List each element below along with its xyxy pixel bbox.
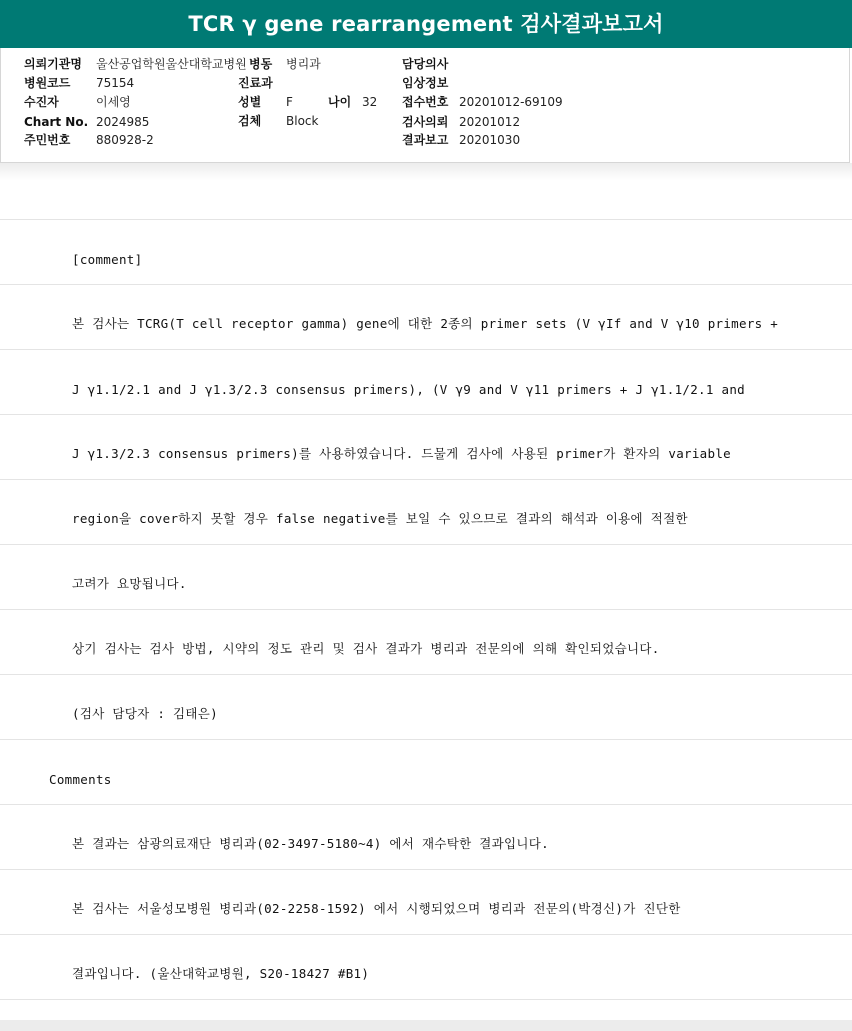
footer-strip — [0, 1020, 852, 1031]
report-date-label: 결과보고 — [402, 133, 449, 147]
chart-no-label: Chart No. — [24, 115, 89, 129]
report-date-value: 20201030 — [459, 133, 521, 147]
report-line — [0, 935, 852, 1000]
sex-label: 성별 — [238, 95, 262, 109]
patient-value: 이세영 — [96, 95, 131, 109]
patient-label: 수진자 — [24, 95, 59, 109]
receipt-no-value: 20201012-69109 — [459, 95, 563, 109]
report-line-text: 고려가 요망됩니다. — [72, 576, 187, 591]
institution-label: 의뢰기관명 — [24, 57, 82, 71]
institution-value: 울산공업학원울산대학교병원 — [96, 57, 247, 71]
report-line-text: 본 검사는 TCRG(T cell receptor gamma) gene에 대한 2종의 primer sets (V γIf and V γ10 primers + — [72, 316, 779, 331]
request-date-label: 검사의뢰 — [402, 115, 449, 129]
request-date-value: 20201012 — [459, 115, 521, 129]
report-line — [0, 480, 852, 545]
report-line-text: 결과입니다. (울산대학교병원, S20-18427 #B1) — [72, 966, 370, 981]
hospital-code-value: 75154 — [96, 76, 135, 90]
patient-info-panel — [0, 48, 850, 163]
report-line-text: J γ1.1/2.1 and J γ1.3/2.3 consensus primers), (V γ9 and V γ11 primers + J γ1.1/2.1 and — [72, 382, 746, 397]
report-line — [0, 545, 852, 610]
resident-no-value: 880928-2 — [96, 133, 154, 147]
report-line — [0, 181, 852, 220]
report-body — [0, 181, 852, 1000]
clinical-info-label: 임상정보 — [402, 76, 449, 90]
receipt-no-label: 접수번호 — [402, 95, 449, 109]
chart-no-value: 2024985 — [96, 115, 150, 129]
hospital-code-label: 병원코드 — [24, 76, 71, 90]
report-line — [0, 220, 852, 285]
specimen-label: 검체 — [238, 114, 262, 128]
comments-heading: Comments — [49, 772, 112, 787]
report-line — [0, 675, 852, 740]
ward-value: 병리과 — [286, 57, 321, 71]
report-line — [0, 285, 852, 350]
report-line — [0, 870, 852, 935]
report-line-text: 본 결과는 삼광의료재단 병리과(02-3497-5180~4) 에서 재수탁한 결과입니다. — [72, 836, 549, 851]
resident-no-label: 주민번호 — [24, 133, 71, 147]
age-label: 나이 — [328, 95, 352, 109]
doctor-label: 담당의사 — [402, 57, 449, 71]
ward-label: 병동 — [249, 57, 273, 71]
comments-heading-row — [0, 740, 852, 805]
report-line-text: J γ1.3/2.3 consensus primers)를 사용하였습니다. 드물게 검사에 사용된 primer가 환자의 variable — [72, 446, 731, 461]
specimen-value: Block — [286, 114, 319, 128]
sex-value: F — [286, 95, 293, 109]
report-line — [0, 610, 852, 675]
report-title: TCR γ gene rearrangement 검사결과보고서 — [0, 0, 852, 48]
report-line — [0, 415, 852, 480]
report-line-text: 상기 검사는 검사 방법, 시약의 정도 관리 및 검사 결과가 병리과 전문의에 의해 확인되었습니다. — [72, 641, 660, 656]
report-line-text: (검사 담당자 : 김태은) — [72, 706, 218, 721]
department-label: 진료과 — [238, 76, 273, 90]
report-line-text: [comment] — [72, 252, 143, 267]
report-line-text: region을 cover하지 못할 경우 false negative를 보일 수 있으므로 결과의 해석과 이용에 적절한 — [72, 511, 688, 526]
age-value: 32 — [362, 95, 378, 109]
section-divider — [0, 163, 852, 181]
report-line — [0, 805, 852, 870]
report-line-text: 본 검사는 서울성모병원 병리과(02-2258-1592) 에서 시행되었으며 병리과 전문의(박경신)가 진단한 — [72, 901, 681, 916]
report-line — [0, 350, 852, 415]
